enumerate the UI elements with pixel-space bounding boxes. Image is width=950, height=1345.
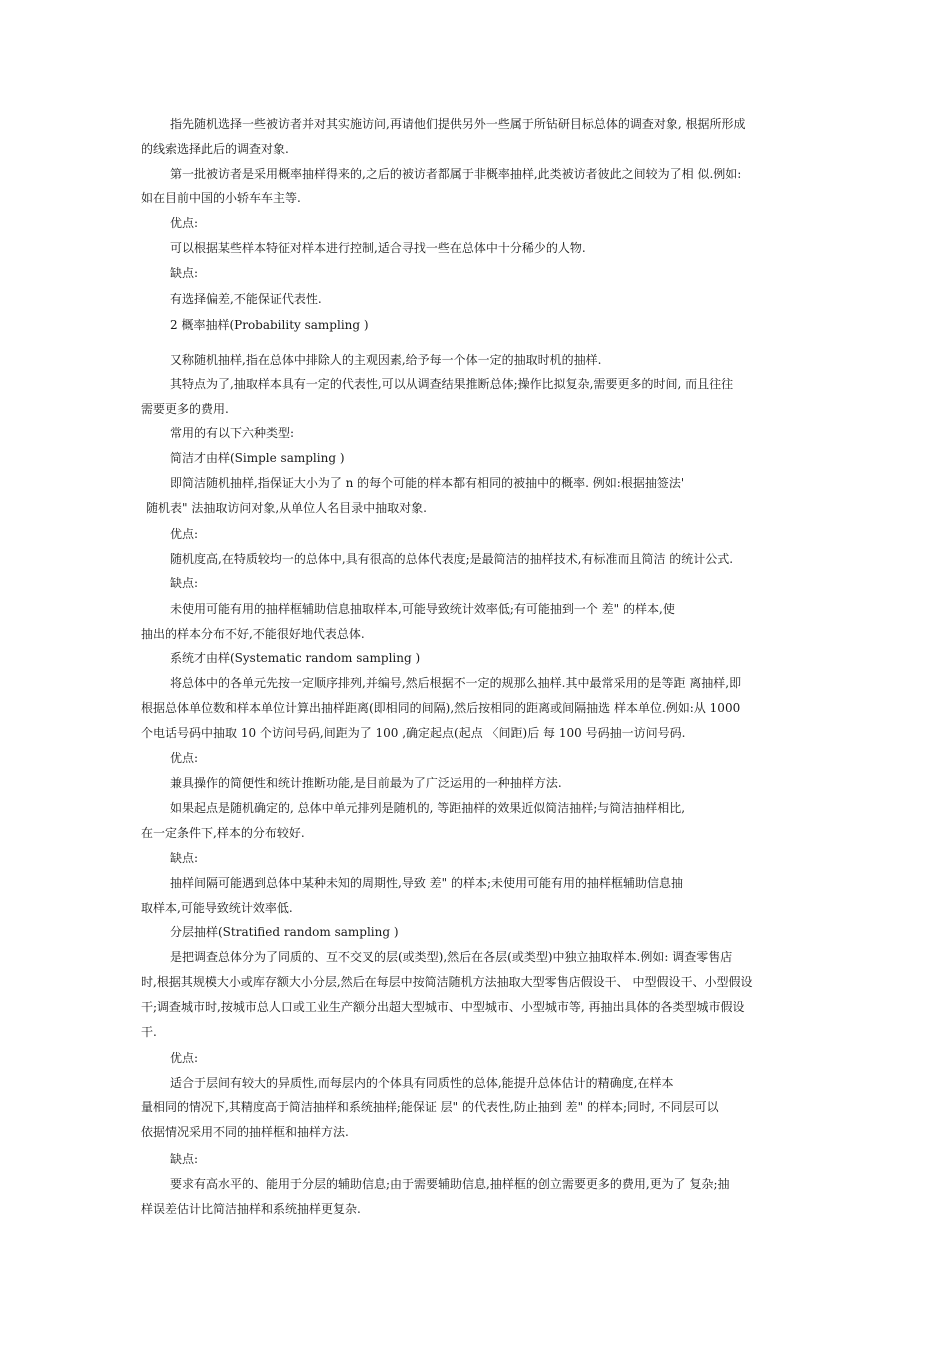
text-line: 取样本,可能导致统计效率低. [141,901,293,915]
section-heading: 2 概率抽样(Probability sampling ) [170,318,369,332]
text-line: 优点: [170,216,199,230]
section-heading: 简洁才由样(Simple sampling ) [170,451,345,465]
text-line: 随机度高,在特质较均一的总体中,具有很高的总体代表度;是最简洁的抽样技术,有标准而且简洁 的统计公式. [170,552,734,566]
section-heading: 系统才由样(Systematic random sampling ) [170,651,421,665]
section-heading: 分层抽样(Stratified random sampling ) [170,925,399,939]
text-line: 可以根据某些样本特征对样本进行控制,适合寻找一些在总体中十分稀少的人物. [170,241,586,255]
text-line: 缺点: [170,266,199,280]
text-line: 需要更多的费用. [141,402,229,416]
text-line: 第一批被访者是采用概率抽样得来的,之后的被访者都属于非概率抽样,此类被访者彼此之间较为了相 似.例如: [170,167,742,181]
text-line: 未使用可能有用的抽样框辅助信息抽取样本,可能导致统计效率低;有可能抽到一个 差" 的样本,使 [170,602,675,616]
text-line: 即简洁随机抽样,指保证大小为了 n 的每个可能的样本都有相同的被抽中的概率. 例如:根据抽签法' [170,476,685,490]
text-line: 有选择偏差,不能保证代表性. [170,292,322,306]
text-line: 干;调查城市时,按城市总人口或工业生产额分出超大型城市、中型城市、小型城市等, 再抽出具体的各类型城市假设 [141,1000,745,1014]
text-line: 将总体中的各单元先按一定顺序排列,并编号,然后根据不一定的规那么抽样.其中最常采用的是等距 离抽样,即 [170,676,742,690]
text-line: 指先随机选择一些被访者并对其实施访问,再请他们提供另外一些属于所钻研目标总体的调查对象, 根据所形成 [170,117,746,131]
text-line: 时,根据其规模大小或库存额大小分层,然后在每层中按简洁随机方法抽取大型零售店假设干、 中型假设干、小型假设 [141,975,753,989]
text-line: 缺点: [170,1152,199,1166]
text-line: 缺点: [170,851,199,865]
text-line: 抽出的样本分布不好,不能很好地代表总体. [141,627,365,641]
text-line: 优点: [170,1051,199,1065]
text-line: 样误差估计比简洁抽样和系统抽样更复杂. [141,1202,361,1216]
text-line: 要求有高水平的、能用于分层的辅助信息;由于需要辅助信息,抽样框的创立需要更多的费用,更为了 复杂;抽 [170,1177,730,1191]
text-line: 优点: [170,751,199,765]
text-line: 如果起点是随机确定的, 总体中单元排列是随机的, 等距抽样的效果近似简洁抽样;与简洁抽样相比, [170,801,686,815]
text-line: 如在目前中国的小轿车车主等. [141,191,301,205]
text-line: 兼具操作的简便性和统计推断功能,是目前最为了广泛运用的一种抽样方法. [170,776,562,790]
text-line: 干. [141,1025,157,1039]
text-line: 的线索选择此后的调查对象. [141,142,289,156]
text-line: 根据总体单位数和样本单位计算出抽样距离(即相同的间隔),然后按相同的距离或间隔抽选 样本单位.例如:从 1000 [141,701,741,715]
text-line: 适合于层间有较大的异质性,而每层内的个体具有同质性的总体,能提升总体估计的精确度,在样本 [170,1076,674,1090]
text-line: 又称随机抽样,指在总体中排除人的主观因素,给予每一个体一定的抽取时机的抽样. [170,353,602,367]
text-line: 优点: [170,527,199,541]
text-line: 随机表" 法抽取访问对象,从单位人名目录中抽取对象. [146,501,427,515]
text-line: 个电话号码中抽取 10 个访问号码,间距为了 100 ,确定起点(起点 〈间距)后 每 100 号码抽一访问号码. [141,726,686,740]
text-line: 是把调查总体分为了同质的、互不交叉的层(或类型),然后在各层(或类型)中独立抽取样本.例如: 调查零售店 [170,950,733,964]
text-line: 缺点: [170,576,199,590]
text-line: 其特点为了,抽取样本具有一定的代表性,可以从调查结果推断总体;操作比拟复杂,需要更多的时间, 而且往往 [170,377,734,391]
text-line: 抽样间隔可能遇到总体中某种未知的周期性,导致 差" 的样本;未使用可能有用的抽样框辅助信息抽 [170,876,684,890]
text-line: 常用的有以下六种类型: [170,426,295,440]
text-line: 在一定条件下,样本的分布较好. [141,826,305,840]
text-line: 依据情况采用不同的抽样框和抽样方法. [141,1125,349,1139]
text-line: 量相同的情况下,其精度高于简洁抽样和系统抽样;能保证 层" 的代表性,防止抽到 差" 的样本;同时, 不同层可以 [141,1100,719,1114]
